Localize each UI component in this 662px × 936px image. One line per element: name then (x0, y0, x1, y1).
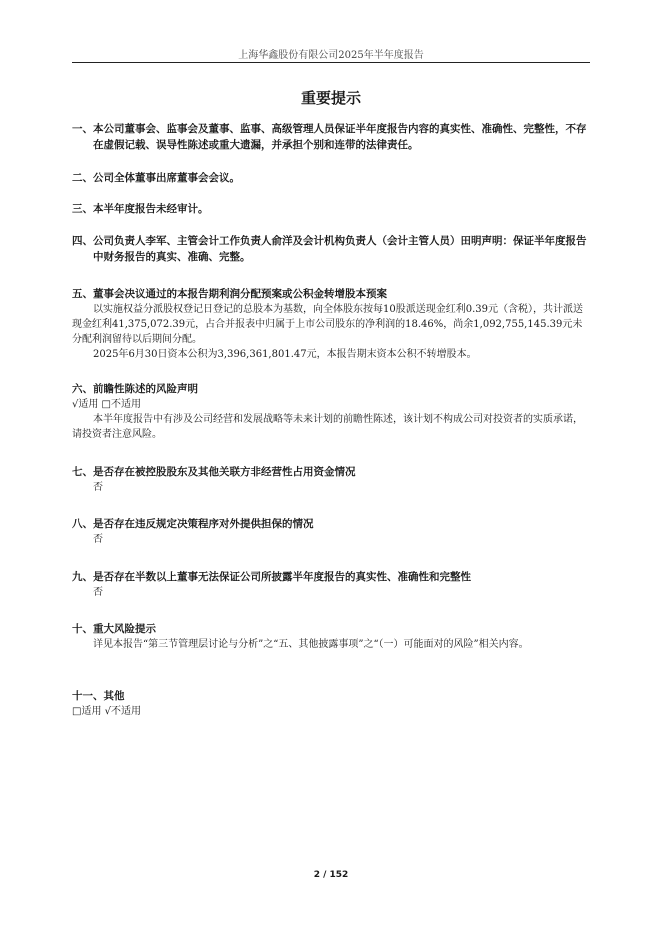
section-3-heading: 三、本半年度报告未经审计。 (72, 203, 209, 215)
section-10 (72, 621, 590, 652)
section-8-answer: 否 (93, 534, 103, 545)
section-9 (72, 569, 590, 600)
section-6-applicability: √适用 □不适用 (72, 399, 141, 410)
section-5 (72, 286, 590, 362)
section-8-heading: 八、是否存在违反规定决策程序对外提供担保的情况 (72, 518, 314, 530)
page-title: 重要提示 (300, 89, 361, 107)
section-5-paragraph-1: 以实施权益分派股权登记日登记的总股本为基数，向全体股东按每10股派送现金红利0.39元（含税），共计派送现金红利41,375,072.39元，占合并报表中归属于上市公司股东的净利润的18.46%，尚余1,092,755,145.39元未分配利润留待以后期间分配。 (72, 304, 583, 345)
section-10-paragraph: 详见本报告“第三节管理层讨论与分析”之“五、其他披露事项”之“（一）可能面对的风险”相关内容。 (93, 639, 529, 650)
section-10-heading: 十、重大风险提示 (72, 623, 156, 635)
page-header: 上海华鑫股份有限公司2025年半年度报告 (238, 50, 424, 61)
section-4-heading: 四、公司负责人李军、主管会计工作负责人俞洋及会计机构负责人（会计主管人员）田明声明：保证半年度报告中财务报告的真实、准确、完整。 (72, 235, 587, 263)
section-6-heading: 六、前瞻性陈述的风险声明 (72, 383, 198, 395)
section-2-heading: 二、公司全体董事出席董事会会议。 (72, 172, 240, 184)
section-11-heading: 十一、其他 (72, 690, 125, 702)
section-11-applicability: □适用 √不适用 (72, 706, 141, 717)
section-6-paragraph: 本半年度报告中有涉及公司经营和发展战略等未来计划的前瞻性陈述，该计划不构成公司对投资者的实质承诺，请投资者注意风险。 (72, 414, 583, 440)
header-divider (72, 62, 590, 63)
section-7-answer: 否 (93, 482, 103, 493)
section-11 (72, 688, 590, 719)
section-6 (72, 381, 590, 442)
section-9-answer: 否 (93, 587, 103, 598)
section-4 (72, 233, 590, 265)
section-2 (72, 170, 590, 186)
section-1-heading: 一、本公司董事会、监事会及董事、监事、高级管理人员保证半年度报告内容的真实性、准确性、完整性，不存在虚假记载、误导性陈述或重大遗漏，并承担个别和连带的法律责任。 (72, 123, 587, 151)
section-1 (72, 121, 590, 153)
page-number: 2 / 152 (313, 870, 349, 880)
section-3 (72, 201, 590, 217)
section-9-heading: 九、是否存在半数以上董事无法保证公司所披露半年度报告的真实性、准确性和完整性 (72, 571, 471, 583)
section-7-heading: 七、是否存在被控股股东及其他关联方非经营性占用资金情况 (72, 466, 356, 478)
section-5-paragraph-2: 2025年6月30日资本公积为3,396,361,801.47元，本报告期末资本公积不转增股本。 (93, 349, 477, 360)
section-8 (72, 516, 590, 547)
section-7 (72, 464, 590, 495)
section-5-heading: 五、董事会决议通过的本报告期利润分配预案或公积金转增股本预案 (72, 288, 387, 300)
